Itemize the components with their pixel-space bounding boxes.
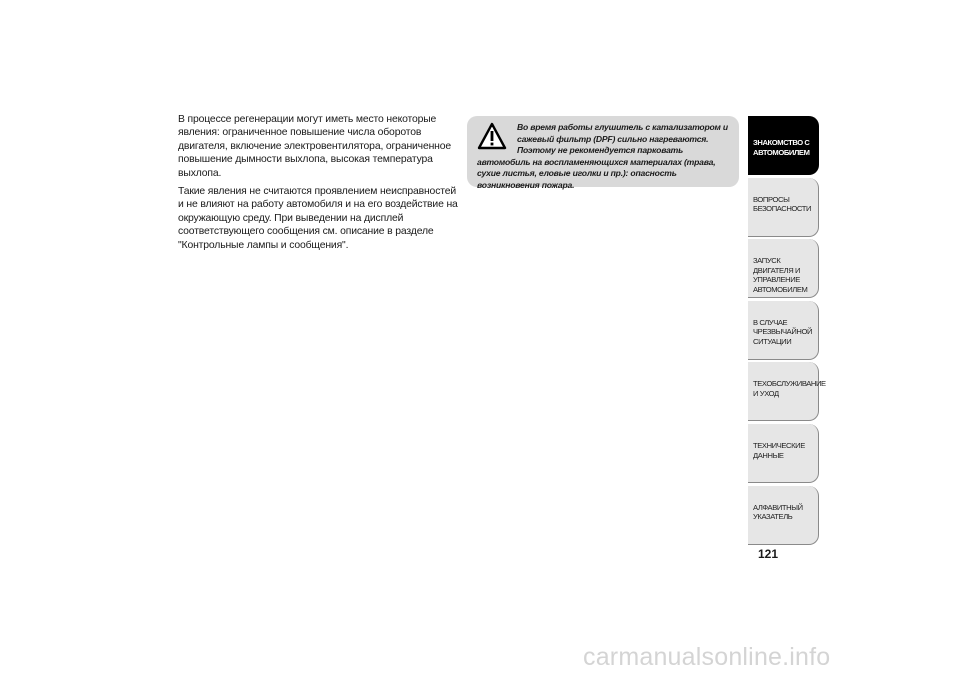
tab-index[interactable]: АЛФАВИТНЫЙ УКАЗАТЕЛЬ (748, 486, 819, 545)
warning-text (477, 122, 733, 192)
tab-technical-data[interactable]: ТЕХНИЧЕСКИЕ ДАННЫЕ (748, 424, 819, 483)
tab-safety[interactable]: ВОПРОСЫ БЕЗОПАСНОСТИ (748, 178, 819, 237)
watermark: carmanualsonline.info (583, 643, 831, 671)
body-paragraph: В процессе регенерации могут иметь место некоторые явления: ограниченное повышение числа оборотов двигателя, включение электровентилятора, ограниченное повышение дымности выхлопа, высокая температура выхлопа. (178, 114, 452, 179)
tab-starting-driving[interactable]: ЗАПУСК ДВИГАТЕЛЯ И УПРАВЛЕНИЕ АВТОМОБИЛЕМ (748, 239, 819, 298)
page-number: 121 (758, 547, 779, 561)
warning-text-content: Во время работы глушитель с катализатором и сажевый фильтр (DPF) сильно нагреваются. Поэтому не рекомендуется парковать автомобиль на воспламеняющихся материалах (трава, сухие листья, еловые иголки и пр.): опасность возникновения пожара. (477, 122, 728, 190)
tab-maintenance[interactable]: ТЕХОБСЛУЖИВАНИЕ И УХОД (748, 362, 819, 421)
body-text-column (178, 113, 463, 257)
warning-box (467, 116, 739, 190)
section-tabs (748, 116, 826, 547)
tab-emergency[interactable]: В СЛУЧАЕ ЧРЕЗВЫЧАЙНОЙ СИТУАЦИИ (748, 301, 819, 360)
tab-introduction[interactable]: ЗНАКОМСТВО С АВТОМОБИЛЕМ (748, 116, 819, 175)
body-paragraph: Такие явления не считаются проявлением неисправностей и не влияют на работу автомобиля и на его воздействие на окружающую среду. При выведении на дисплей соответствующего сообщения см. описание в разделе "Контрольные лампы и сообщения". (178, 186, 458, 251)
